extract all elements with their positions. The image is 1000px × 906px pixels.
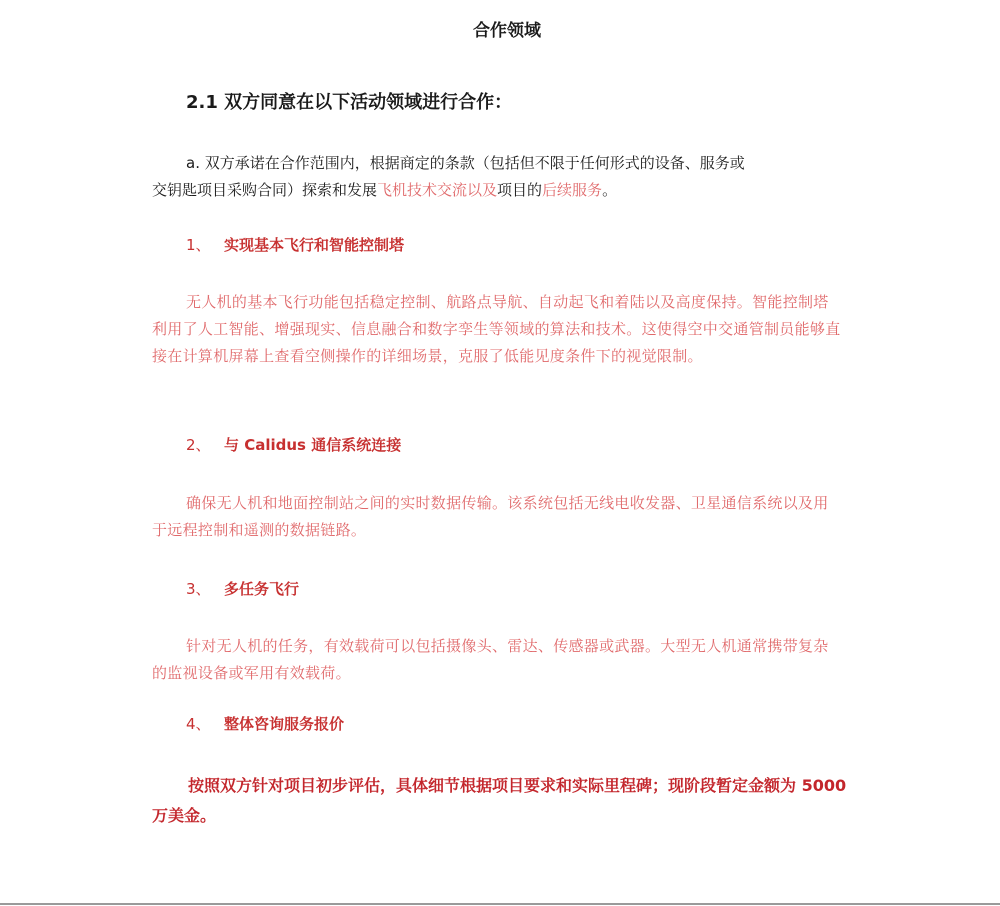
intro-line-1: a. 双方承诺在合作范围内，根据商定的条款（包括但不限于任何形式的设备、服务或 xyxy=(186,154,745,172)
item-heading-1 xyxy=(186,234,404,255)
item-paragraph-3: 针对无人机的任务，有效载荷可以包括摄像头、雷达、传感器或武器。大型无人机通常携带复杂的监视设备或军用有效载荷。 xyxy=(152,637,829,682)
intro-highlight-service: 后续服务 xyxy=(542,181,603,199)
item-title: 多任务飞行 xyxy=(224,580,300,598)
intro-text: 项目的 xyxy=(497,181,543,199)
item-title: 与 Calidus 通信系统连接 xyxy=(224,436,402,454)
intro-paragraph xyxy=(152,150,852,204)
intro-highlight-tech: 飞机技术交流以及 xyxy=(377,181,498,199)
item-number: 4、 xyxy=(186,715,211,733)
item-paragraph-2: 确保无人机和地面控制站之间的实时数据传输。该系统包括无线电收发器、卫星通信系统以及用于远程控制和遥测的数据链路。 xyxy=(152,494,829,539)
bottom-divider xyxy=(0,903,1000,905)
item-title: 整体咨询服务报价 xyxy=(224,715,345,733)
section-heading: 2.1 双方同意在以下活动领域进行合作： xyxy=(186,92,513,113)
intro-line-2 xyxy=(152,177,852,204)
item-number: 2、 xyxy=(186,436,211,454)
item-heading-4 xyxy=(186,713,344,734)
item-number: 3、 xyxy=(186,580,211,598)
item-title: 实现基本飞行和智能控制塔 xyxy=(224,236,405,254)
item-paragraph-4: 按照双方针对项目初步评估，具体细节根据项目要求和实际里程碑；现阶段暂定金额为 5000 万美金。 xyxy=(152,776,847,825)
intro-text: 交钥匙项目采购合同）探索和发展 xyxy=(152,181,378,199)
document-title: 合作领域 xyxy=(473,21,541,41)
item-heading-2 xyxy=(186,434,401,455)
intro-text: 。 xyxy=(602,181,618,199)
item-heading-3 xyxy=(186,578,299,599)
item-paragraph-1: 无人机的基本飞行功能包括稳定控制、航路点导航、自动起飞和着陆以及高度保持。智能控制塔利用了人工智能、增强现实、信息融合和数字孪生等领域的算法和技术。这使得空中交通管制员能够直接在计算机屏幕上查看空侧操作的详细场景，克服了低能见度条件下的视觉限制。 xyxy=(152,293,841,365)
item-number: 1、 xyxy=(186,236,211,254)
